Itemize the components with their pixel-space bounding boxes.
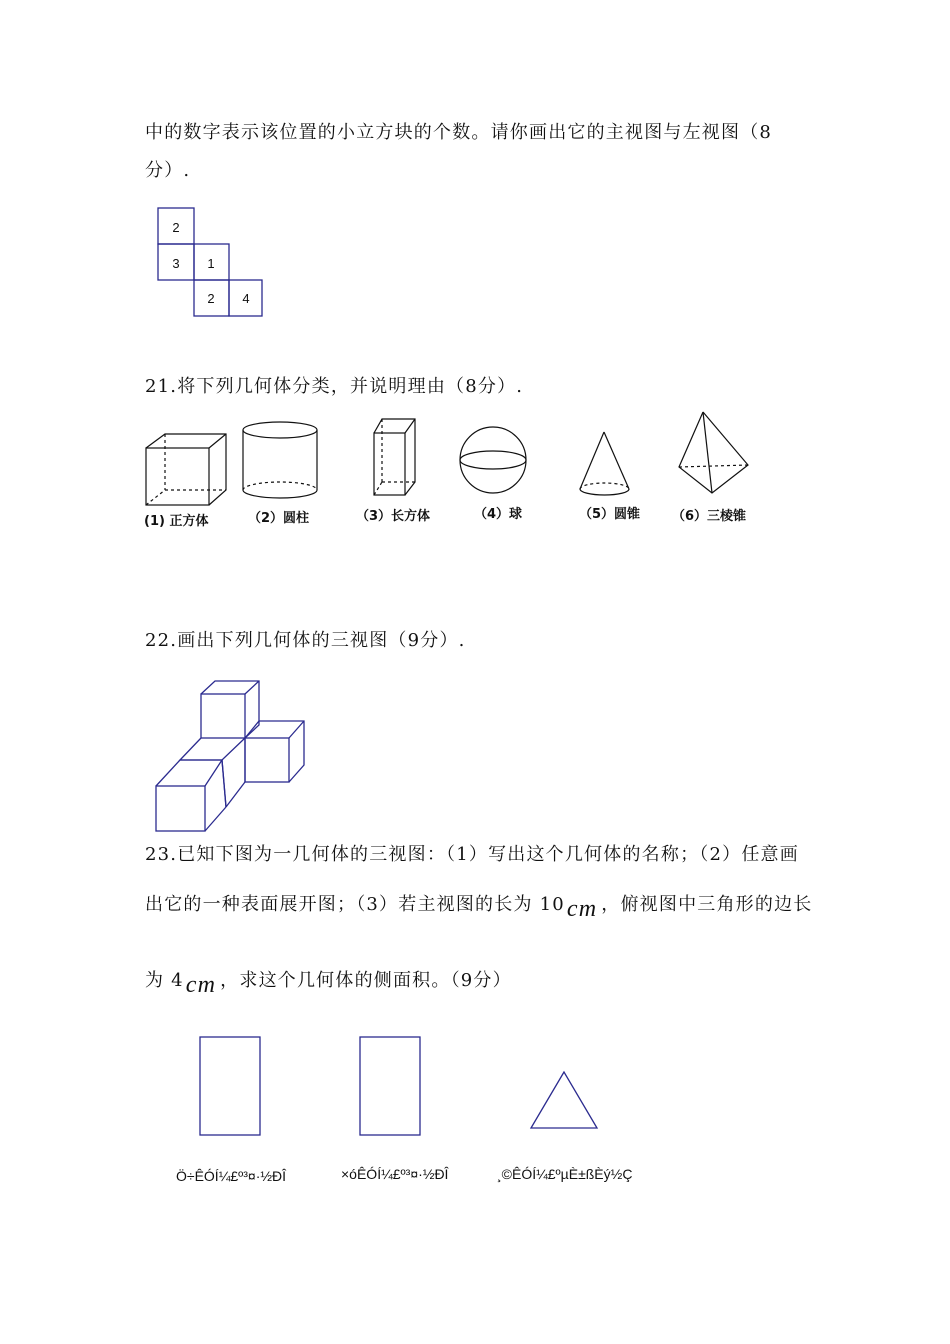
left-view-rectangle	[360, 1037, 420, 1135]
label-cuboid: （3）长方体	[356, 509, 431, 524]
grid-number: 2	[172, 220, 180, 235]
stacked-cubes-figure	[156, 681, 304, 831]
unit-cm-1: cm	[566, 896, 598, 922]
question-23-line-2a: 出它的一种表面展开图；（3）若主视图的长为 10	[145, 894, 565, 915]
unit-cm-2: cm	[185, 972, 217, 998]
intro-line-1: 中的数字表示该位置的小立方块的个数。请你画出它的主视图与左视图（8	[145, 122, 773, 143]
grid-number: 2	[207, 291, 215, 306]
label-cube: (1) 正方体	[144, 514, 209, 529]
label-cone: （5）圆锥	[579, 507, 641, 522]
cone-figure	[580, 432, 629, 495]
intro-line-2: 分）.	[145, 160, 191, 181]
label-sphere: （4）球	[474, 507, 523, 522]
grid-number: 4	[242, 291, 250, 306]
question-23-line-3a: 为 4	[145, 970, 184, 991]
question-23-line-3c: ，求这个几何体的侧面积。（9分）	[220, 970, 512, 991]
question-23-line-1: 23.已知下图为一几何体的三视图：（1）写出这个几何体的名称；（2）任意画	[145, 844, 799, 865]
three-views	[200, 1037, 597, 1135]
top-view-triangle	[531, 1072, 597, 1128]
cube-figure	[146, 434, 226, 505]
grid-number: 3	[172, 256, 180, 271]
front-view-label: Ö÷ÊÓÍ¼£º³¤·½ÐÎ	[176, 1168, 287, 1184]
question-22-text: 22.画出下列几何体的三视图（9分）.	[145, 630, 466, 651]
triangular-pyramid-figure	[679, 412, 748, 493]
label-triangular-pyramid: （6）三棱锥	[672, 509, 747, 524]
cylinder-figure	[243, 422, 317, 498]
label-cylinder: （2）圆柱	[248, 511, 310, 526]
question-21-text: 21.将下列几何体分类，并说明理由（8分）.	[145, 376, 524, 397]
cuboid-figure	[374, 419, 415, 495]
left-view-label: ×óÊÓÍ¼£º³¤·½ÐÎ	[341, 1166, 449, 1182]
grid-number: 1	[207, 256, 215, 271]
question-23-line-2c: ，俯视图中三角形的边长	[601, 894, 813, 915]
front-view-rectangle	[200, 1037, 260, 1135]
sphere-figure	[460, 427, 526, 493]
top-view-label: ¸©ÊÓÍ¼£ºµÈ±ßÈý½Ç	[497, 1166, 633, 1182]
